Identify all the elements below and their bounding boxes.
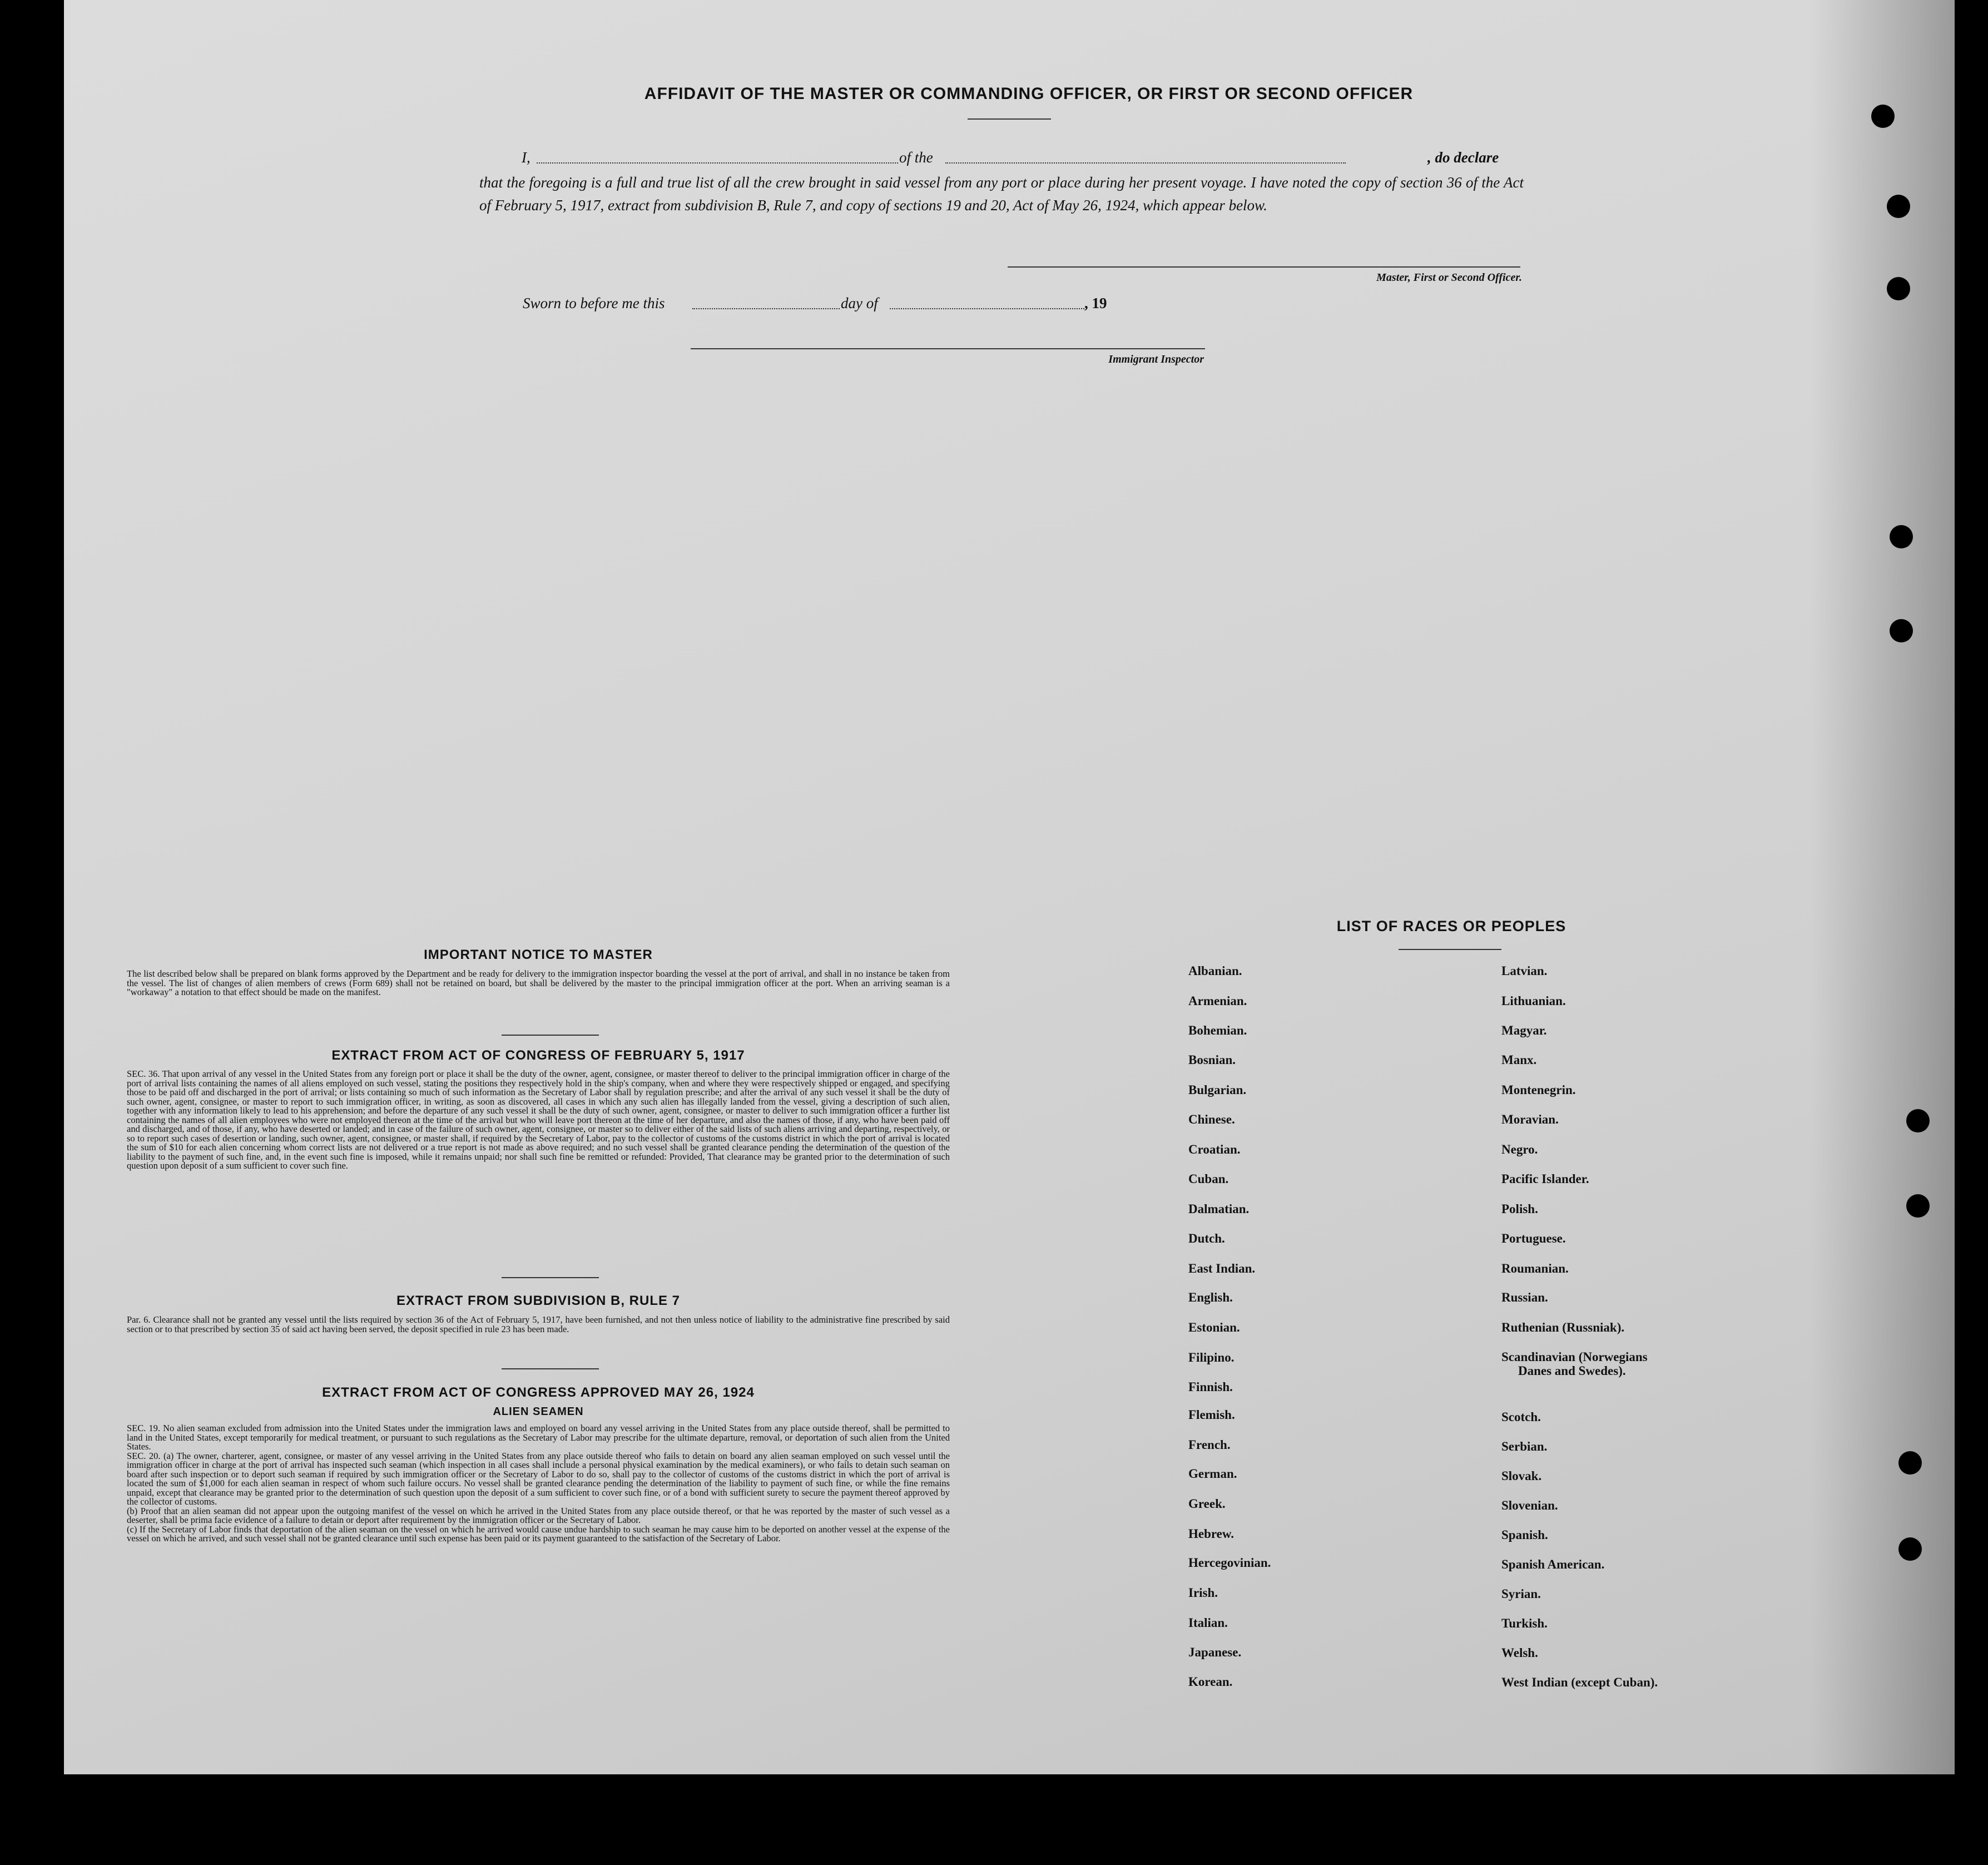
sec-20c-text: (c) If the Secretary of Labor finds that deportation of the alien seaman on the vessel on which he arrived would cause undue hardship to such seaman he may cause him to be deported on another vessel at the expense of the vessel on which he arrived, and such vessel shall not be granted clearance until such expense has been paid or its payment guaranteed to the satisfaction of the Secretary of Labor. [127, 1523, 950, 1544]
race-item: Roumanian. [1501, 1262, 1569, 1275]
race-item: West Indian (except Cuban). [1501, 1675, 1658, 1689]
binder-hole [1906, 1109, 1930, 1132]
sworn-line [523, 295, 1190, 317]
extract-rule7-body: Par. 6. Clearance shall not be granted any vessel until the lists required by section 36 of the Act of February 5, 1917, have been furnished, and not then unless notice of liability to the administrative fine prescribed by said section or to that prescribed by section 35 of said act having been served, the deposit specified in rule 23 has been made. [127, 1314, 950, 1334]
race-item: Turkish. [1501, 1616, 1548, 1630]
race-item: Spanish. [1501, 1528, 1548, 1542]
races-title: LIST OF RACES OR PEOPLES [1336, 918, 1566, 934]
race-item: Bosnian. [1188, 1053, 1236, 1067]
race-item: Italian. [1188, 1616, 1228, 1630]
race-item: Flemish. [1188, 1408, 1235, 1422]
race-item: Slovak. [1501, 1469, 1542, 1483]
race-item: Manx. [1501, 1053, 1537, 1067]
race-item: Bulgarian. [1188, 1083, 1247, 1097]
race-item: Japanese. [1188, 1645, 1242, 1659]
sec-20b-text: (b) Proof that an alien seaman did not appear upon the outgoing manifest of the vessel on which he arrived in the United States from any place outside thereof, or that he was reported by the master of such vessel as a deserter, shall be prima facie evidence of a failure to detain or deport after requirement by the immigration officer or the Secretary of Labor. [127, 1505, 950, 1525]
day-of-label: day of [841, 295, 878, 311]
race-item: Danes and Swedes). [1518, 1364, 1626, 1378]
race-item: French. [1188, 1438, 1231, 1452]
race-item: Montenegrin. [1501, 1083, 1576, 1097]
notice-title: IMPORTANT NOTICE TO MASTER [424, 947, 653, 962]
extract-1917-title: EXTRACT FROM ACT OF CONGRESS OF FEBRUARY 5, 1917 [331, 1048, 745, 1063]
binder-hole [1887, 195, 1910, 218]
race-item: Bohemian. [1188, 1023, 1247, 1037]
race-item: Russian. [1501, 1290, 1548, 1304]
name-field[interactable] [537, 162, 898, 164]
race-item: Greek. [1188, 1497, 1226, 1511]
race-item: Filipino. [1188, 1350, 1235, 1364]
race-item: Moravian. [1501, 1112, 1559, 1126]
race-item: Serbian. [1501, 1439, 1548, 1453]
race-item: Ruthenian (Russniak). [1501, 1320, 1625, 1334]
race-item: Syrian. [1501, 1587, 1541, 1601]
race-item: Estonian. [1188, 1320, 1240, 1334]
race-item: Pacific Islander. [1501, 1172, 1589, 1186]
do-declare-label: , do declare [1427, 149, 1499, 166]
i-label: I, [522, 149, 531, 166]
notice-body: The list described below shall be prepared on blank forms approved by the Department and be ready for delivery to the immigration inspector boarding the vessel at the port of arrival, and shall in no instance be taken from the vessel. The list of changes of alien members of crews (Form 689) shall not be retained on board, but shall be delivered by the master to the principal immigration officer at the port. When an arriving seaman is a "workaway" a notation to that effect should be made on the manifest. [127, 968, 950, 997]
race-item: Croatian. [1188, 1142, 1241, 1156]
extract-1924-subtitle: ALIEN SEAMEN [493, 1406, 584, 1418]
extract-1917-body: SEC. 36. That upon arrival of any vessel in the United States from any foreign port or place it shall be the duty of the owner, agent, consignee, or master thereof to deliver to the principal immigration officer in charge of the port of arrival lists containing the names of all aliens employed on such vessel, stating the positions they respectively hold in the ship's company, when and where they were respectively shipped or engaged, and specifying those to be paid off and discharged in the port of arrival; or lists containing so much of such information as the Secretary of Labor shall by regulation prescribe; and after the arrival of any such vessel it shall be the duty of such owner, agent, consignee, or master to report to such immigration officer, in writing, as soon as discovered, all cases in which any such alien has illegally landed from the vessel, giving a description of such alien, together with any information likely to lead to his apprehension; and before the departure of any such vessel it shall be the duty of such owner, agent, consignee, or master to deliver to such immigration officer a further list containing the names of all alien employees who were not employed thereon at the time of the arrival but who will leave port thereon at the time of her departure, and also the names of those, if any, who have been paid off and discharged, and of those, if any, who have deserted or landed; and in case of the failure of such owner, agent, consignee, or master so to deliver either of the said lists of such aliens arriving and departing, respectively, or so to report such cases of desertion or landing, such owner, agent, consignee, or master shall, if required by the Secretary of Labor, pay to the collector of customs of the customs district in which the port of arrival is located the sum of $10 for each alien concerning whom correct lists are not delivered or a true report is not made as above required; and no such vessel shall be granted clearance pending the determination of the question of the liability to the payment of such fine, and, in the event such fine is imposed, while it remains unpaid; nor shall such fine be remitted or refunded: Provided, That clearance may be granted prior to the determination of such question upon deposit of a sum sufficient to cover such fine. [127, 1068, 950, 1171]
race-item: Scotch. [1501, 1410, 1541, 1424]
month-field[interactable] [890, 308, 1084, 309]
extract-1924-body [127, 1424, 950, 1544]
sworn-label: Sworn to before me this [523, 295, 665, 311]
race-item: Hebrew. [1188, 1527, 1234, 1541]
binder-hole [1898, 1537, 1922, 1561]
race-item: Slovenian. [1501, 1498, 1558, 1512]
race-item: Hercegovinian. [1188, 1556, 1271, 1570]
binder-hole [1890, 525, 1913, 548]
affidavit-title: AFFIDAVIT OF THE MASTER OR COMMANDING OFFICER, OR FIRST OR SECOND OFFICER [644, 85, 1414, 103]
affidavit-first-line [479, 149, 1524, 171]
race-item: Magyar. [1501, 1023, 1547, 1037]
race-item: Finnish. [1188, 1380, 1233, 1394]
race-item: Irish. [1188, 1586, 1218, 1600]
race-item: Chinese. [1188, 1112, 1235, 1126]
section-rule [502, 1368, 599, 1369]
race-item: English. [1188, 1290, 1233, 1304]
inspector-signature-line[interactable] [691, 348, 1205, 349]
race-item: Portuguese. [1501, 1231, 1566, 1245]
binder-hole [1906, 1194, 1930, 1218]
race-item: Armenian. [1188, 994, 1247, 1008]
section-rule [502, 1277, 599, 1278]
extract-1924-title: EXTRACT FROM ACT OF CONGRESS APPROVED MAY 26, 1924 [322, 1385, 755, 1400]
race-item: Negro. [1501, 1142, 1538, 1156]
race-item: Dalmatian. [1188, 1202, 1250, 1216]
affidavit-body: that the foregoing is a full and true list of all the crew brought in said vessel from any port or place during her present voyage. I have noted the copy of section 36 of the Act of February 5, 1917, extract from subdivision B, Rule 7, and copy of sections 19 and 20, Act of May 26, 1924, which appear below. [479, 174, 1524, 214]
race-item: Albanian. [1188, 964, 1242, 978]
race-item: Welsh. [1501, 1646, 1538, 1660]
of-the-label: of the [899, 149, 933, 166]
extract-rule7-title: EXTRACT FROM SUBDIVISION B, RULE 7 [396, 1293, 681, 1308]
races-rule [1399, 949, 1501, 950]
year-label: , 19 [1084, 295, 1107, 311]
race-item: East Indian. [1188, 1262, 1256, 1275]
sec-20a-text: SEC. 20. (a) The owner, charterer, agent, consignee, or master of any vessel arriving in the United States from any place outside thereof who fails to detain on board any alien seaman employed on such vessel until the immigration officer in charge at the port of arrival has inspected such seaman (which inspection in all cases shall include a personal physical examination by the medical examiners), or who fails to detain such seaman on board after such inspection or to deport such seaman if required by such immigration officer or the Secretary of Labor to do so, shall pay to the collector of customs of the customs district in which the port of arrival is located the sum of $1,000 for each alien seaman in respect of whom such failure occurs. No vessel shall be granted clearance pending the determination of the liability to payment of such fine, or while the fine remains unpaid, except that clearance may be granted prior to the determination of such question upon the deposit of a sum sufficient to cover such fine, or of a bond with sufficient surety to secure the payment thereof approved by the collector of customs. [127, 1450, 950, 1507]
binder-hole [1871, 105, 1895, 128]
sec-19-text: SEC. 19. No alien seaman excluded from admission into the United States under the immigration laws and employed on board any vessel arriving in the United States from any place outside thereof, shall be permitted to land in the United States, except temporarily for medical treatment, or pursuant to such regulations as the Secretary of Labor may prescribe for the ultimate departure, removal, or deportation of such alien from the United States. [127, 1423, 950, 1452]
title-rule [968, 118, 1051, 120]
race-item: Korean. [1188, 1675, 1233, 1689]
binder-hole [1890, 619, 1913, 642]
binder-hole [1898, 1451, 1922, 1475]
day-field[interactable] [692, 308, 840, 309]
race-item: Spanish American. [1501, 1557, 1605, 1571]
race-item: Scandinavian (Norwegians [1501, 1350, 1648, 1364]
master-signature-caption: Master, First or Second Officer. [1376, 271, 1522, 284]
race-item: Lithuanian. [1501, 994, 1566, 1008]
race-item: Dutch. [1188, 1231, 1225, 1245]
binder-hole [1887, 277, 1910, 300]
section-rule [502, 1035, 599, 1036]
race-item: Polish. [1501, 1202, 1538, 1216]
master-signature-line[interactable] [1008, 266, 1520, 268]
race-item: Latvian. [1501, 964, 1548, 978]
race-item: German. [1188, 1467, 1237, 1481]
vessel-field[interactable] [945, 162, 1346, 164]
inspector-caption: Immigrant Inspector [1108, 353, 1204, 365]
race-item: Cuban. [1188, 1172, 1229, 1186]
